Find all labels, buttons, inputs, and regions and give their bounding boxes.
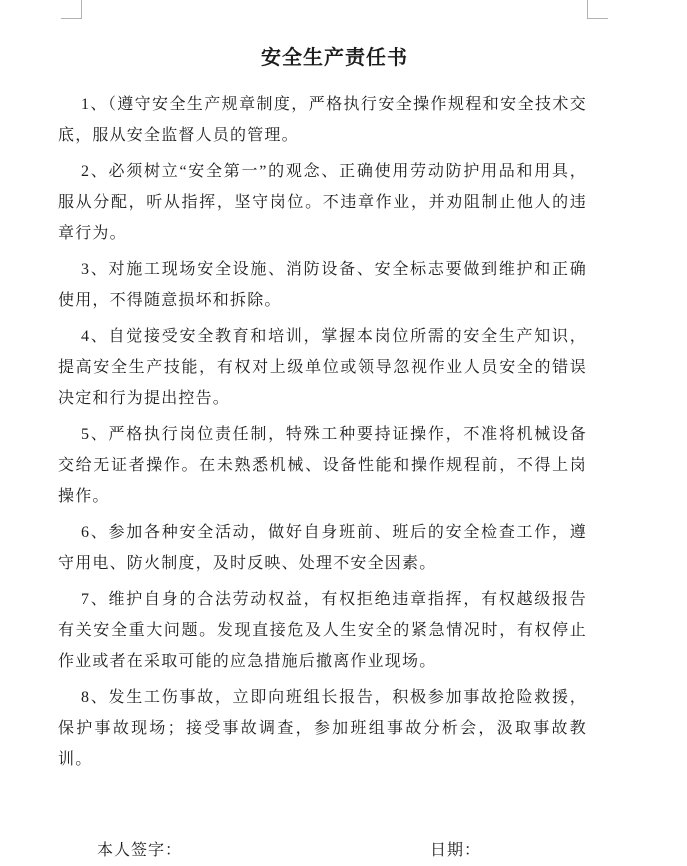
document-title: 安全生产责任书 bbox=[261, 47, 408, 69]
clause-8: 8、发生工伤事故，立即向班组长报告，积极参加事故抢险救援，保护事故现场；接受事故调查，参加班组事故分析会，汲取事故教训。 bbox=[58, 689, 587, 768]
date-label: 日期： bbox=[430, 842, 482, 859]
clause-3: 3、对施工现场安全设施、消防设备、安全标志要做到维护和正确使用，不得随意损坏和拆除。 bbox=[58, 261, 587, 309]
clause-7: 7、维护自身的合法劳动权益，有权拒绝违章指挥，有权越级报告有关安全重大问题。发现直接危及人生安全的紧急情况时，有权停止作业或者在采取可能的应急措施后撤离作业现场。 bbox=[58, 591, 587, 670]
clause-5: 5、严格执行岗位责任制，特殊工种要持证操作，不准将机械设备交给无证者操作。在未熟悉机械、设备性能和操作规程前，不得上岗操作。 bbox=[58, 426, 587, 505]
document-page bbox=[58, 0, 587, 866]
clause-6: 6、参加各种安全活动，做好自身班前、班后的安全检查工作，遵守用电、防火制度，及时反映、处理不安全因素。 bbox=[58, 524, 587, 572]
signature-row bbox=[58, 835, 587, 866]
clause-4: 4、自觉接受安全教育和培训，掌握本岗位所需的安全生产知识，提高安全生产技能，有权对上级单位或领导忽视作业人员安全的错误决定和行为提出控告。 bbox=[58, 328, 587, 407]
clause-2: 2、必须树立“安全第一”的观念、正确使用劳动防护用品和用具，服从分配，听从指挥，坚守岗位。不违章作业，并劝阻制止他人的违章行为。 bbox=[58, 163, 587, 242]
clause-1: 1、（遵守安全生产规章制度，严格执行安全操作规程和安全技术交底，服从安全监督人员的管理。 bbox=[58, 96, 587, 144]
signature-label: 本人签字： bbox=[97, 842, 183, 859]
text-boundary-mark-top-right bbox=[587, 0, 608, 19]
